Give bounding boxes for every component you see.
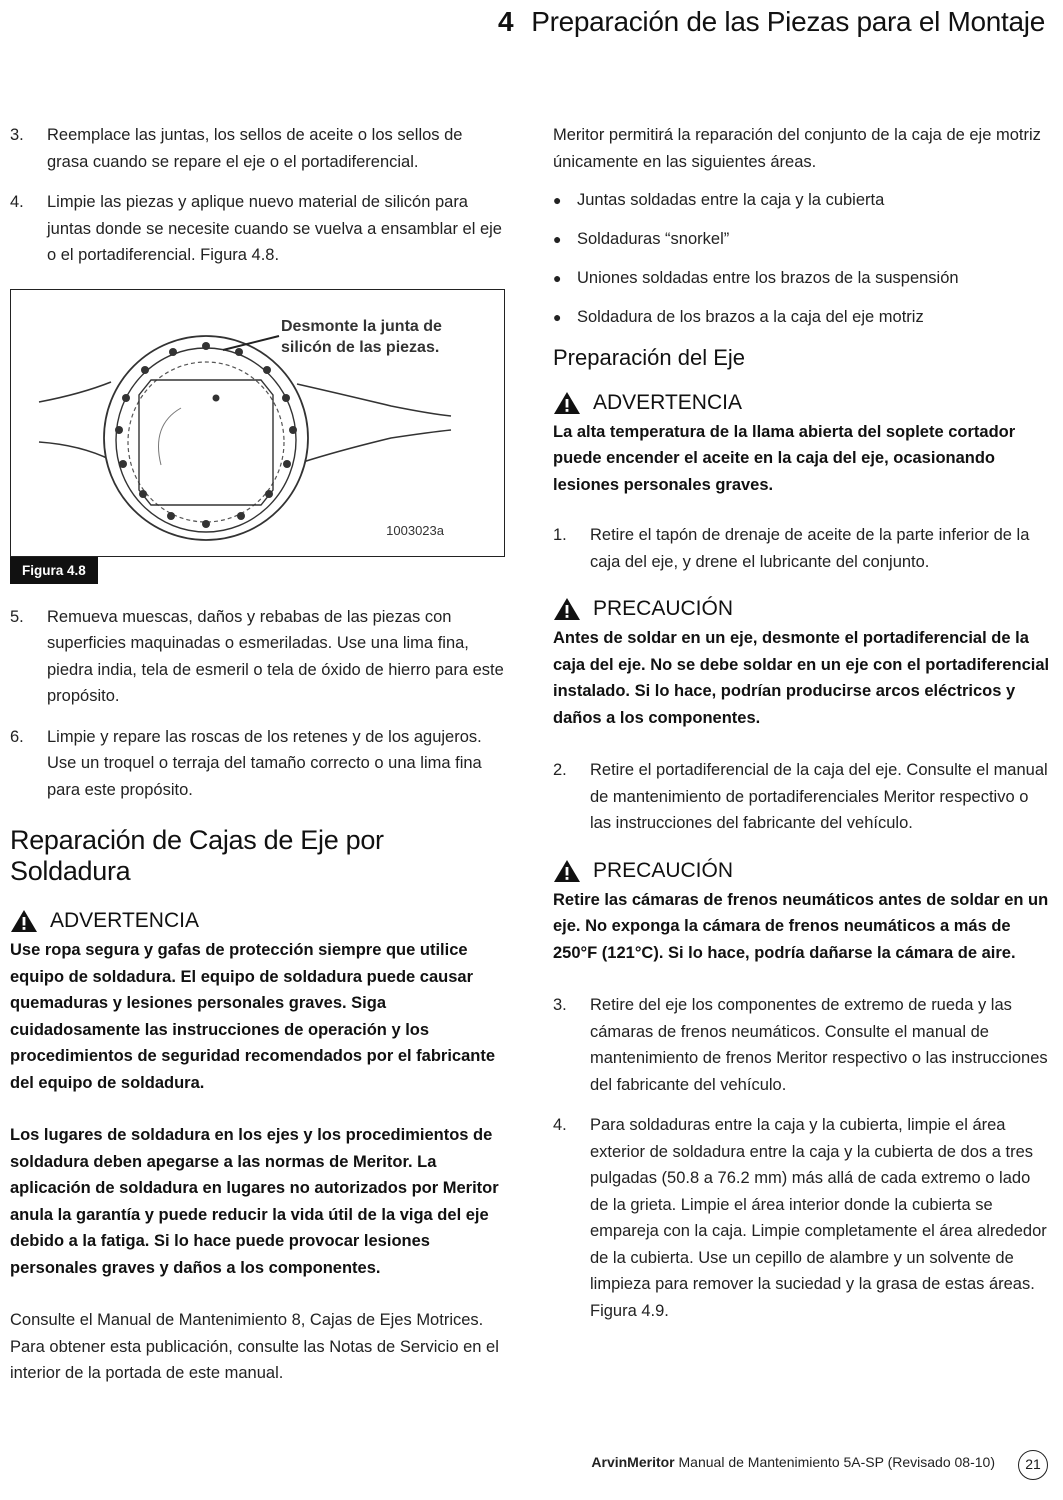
list-item bbox=[10, 122, 505, 175]
item-number: 4. bbox=[553, 1116, 567, 1134]
warning-title: ADVERTENCIA bbox=[50, 909, 199, 932]
list-item bbox=[553, 757, 1053, 837]
warning-heading bbox=[10, 909, 505, 933]
list-item bbox=[553, 1112, 1053, 1324]
warning-body: Use ropa segura y gafas de protección siempre que utilice equipo de soldadura. El equipo de soldadura puede causar quemaduras y lesiones personales graves. Siga cuidadosamente las instrucciones de operación y los procedimientos de seguridad recomendados por el fabricante del equipo de soldadura. bbox=[10, 941, 496, 1092]
warning-body: La alta temperatura de la llama abierta del soplete cortador puede encender el aceite en la caja del eje, ocasionando lesiones personales graves. bbox=[553, 422, 1016, 494]
section-title: Reparación de Cajas de Eje por Soldadura bbox=[10, 825, 384, 886]
item-text: Retire del eje los componentes de extremo de rueda y las cámaras de frenos neumáticos. Consulte el manual de mantenimiento de frenos Meritor respectivo o las instrucciones del fabricante del vehículo. bbox=[590, 996, 1048, 1094]
chapter-number: 4 bbox=[497, 6, 514, 37]
list-item bbox=[553, 522, 1053, 575]
warning-heading bbox=[553, 391, 1053, 415]
bullet-list bbox=[553, 187, 1053, 331]
bullet-icon: ● bbox=[553, 231, 562, 247]
page-number: 21 bbox=[1018, 1450, 1048, 1480]
caution-heading bbox=[553, 859, 1053, 883]
item-number: 6. bbox=[10, 727, 24, 746]
bullet-text: Uniones soldadas entre los brazos de la suspensión bbox=[577, 269, 959, 287]
item-text: Reemplace las juntas, los sellos de aceite o los sellos de grasa cuando se repare el eje o el portadiferencial. bbox=[47, 126, 463, 171]
warning-triangle-icon bbox=[553, 597, 581, 621]
list-item bbox=[10, 189, 505, 269]
bullet-text: Soldadura de los brazos a la caja del eje motriz bbox=[577, 308, 924, 326]
right-column bbox=[553, 122, 1053, 1338]
intro-paragraph: Meritor permitirá la reparación del conjunto de la caja de eje motriz únicamente en las siguientes áreas. bbox=[553, 126, 1041, 171]
item-text: Retire el tapón de drenaje de aceite de la parte inferior de la caja del eje, y drene el lubricante del conjunto. bbox=[590, 526, 1030, 571]
warning-title: ADVERTENCIA bbox=[593, 390, 742, 414]
bullet-text: Juntas soldadas entre la caja y la cubierta bbox=[577, 191, 885, 209]
item-text: Limpie las piezas y aplique nuevo material de silicón para juntas donde se necesite cuando se vuelva a ensamblar el eje o el portadiferencial. Figura 4.8. bbox=[47, 193, 502, 264]
figure-code: 1003023a bbox=[386, 522, 444, 538]
item-number: 2. bbox=[553, 761, 567, 779]
bullet-item bbox=[553, 226, 1053, 253]
bullet-text: Soldaduras “snorkel” bbox=[577, 230, 730, 248]
figure-callout: Desmonte la junta de silicón de las piezas. bbox=[281, 317, 442, 356]
chapter-header bbox=[498, 6, 1045, 38]
list-item bbox=[553, 992, 1053, 1098]
bullet-icon: ● bbox=[553, 270, 562, 286]
caution-body: Retire las cámaras de frenos neumáticos antes de soldar en un eje. No exponga la cámara de frenos neumáticos a más de 250°F (121°C). Si lo hace, podría dañarse la cámara de aire. bbox=[553, 890, 1049, 962]
item-number: 1. bbox=[553, 526, 567, 544]
reference-paragraph: Consulte el Manual de Mantenimiento 8, Cajas de Ejes Motrices. Para obtener esta publicación, consulte las Notas de Servicio en el interior de la portada de este manual. bbox=[10, 1311, 499, 1382]
list-item bbox=[10, 724, 505, 804]
caution-title: PRECAUCIÓN bbox=[593, 597, 734, 620]
item-text: Limpie y repare las roscas de los retenes y de los agujeros. Use un troquel o terraja del tamaño correcto o una lima fina para este propósito. bbox=[47, 727, 482, 799]
warning-triangle-icon bbox=[10, 909, 38, 933]
item-number: 3. bbox=[553, 996, 567, 1014]
bullet-item bbox=[553, 265, 1053, 292]
bullet-icon: ● bbox=[553, 309, 562, 325]
subsection-title: Preparación del Eje bbox=[553, 344, 746, 370]
page-footer bbox=[591, 1454, 995, 1470]
footer-text: Manual de Mantenimiento 5A-SP (Revisado 08-10) bbox=[678, 1454, 995, 1470]
bullet-item bbox=[553, 187, 1053, 214]
caution-title: PRECAUCIÓN bbox=[593, 858, 734, 882]
warning-body-2: Los lugares de soldadura en los ejes y los procedimientos de soldadura deben apegarse a las normas de Meritor. La aplicación de soldadura en lugares no autorizados por Meritor anula la garantía y puede reducir la vida útil de la viga del eje debido a la fatiga. Si lo hace puede provocar lesiones personales graves y daños a los componentes. bbox=[10, 1126, 499, 1277]
caution-body: Antes de soldar en un eje, desmonte el portadiferencial de la caja del eje. No se debe soldar en un eje con el portadiferencial instalado. Si lo hace, podrían producirse arcos eléctricos y daños a los componentes. bbox=[553, 629, 1050, 727]
warning-triangle-icon bbox=[553, 859, 581, 883]
list-item bbox=[10, 604, 505, 710]
warning-triangle-icon bbox=[553, 391, 581, 415]
item-number: 4. bbox=[10, 193, 24, 211]
bullet-item bbox=[553, 304, 1053, 331]
item-number: 3. bbox=[10, 126, 24, 144]
figure-label: Figura 4.8 bbox=[10, 557, 98, 584]
left-column bbox=[10, 122, 505, 1387]
item-text: Remueva muescas, daños y rebabas de las piezas con superficies maquinadas o esmeriladas. Use una lima fina, piedra india, tela de esmeril o tela de óxido de hierro para este propósito. bbox=[47, 607, 504, 705]
caution-heading bbox=[553, 597, 1053, 621]
item-text: Para soldaduras entre la caja y la cubierta, limpie el área exterior de soldadura entre la caja y la cubierta de dos a tres pulgadas (50.8 a 76.2 mm) más allá de cada extremo o lado de la grieta. Limpie el área interior donde la cubierta se empareja con la caja. Limpie completamente el área alrededor de la cubierta. Use un cepillo de alambre y un solvente de limpieza para remover la suciedad y la grasa de estas áreas. Figura 4.9. bbox=[590, 1116, 1047, 1320]
footer-brand: ArvinMeritor bbox=[591, 1454, 675, 1470]
item-text: Retire el portadiferencial de la caja del eje. Consulte el manual de mantenimiento de portadiferenciales Meritor respectivo o las instrucciones del fabricante del vehículo. bbox=[590, 761, 1048, 832]
figure-4-8 bbox=[10, 289, 505, 557]
bullet-icon: ● bbox=[553, 192, 562, 208]
chapter-title: Preparación de las Piezas para el Montaje bbox=[531, 6, 1045, 37]
item-number: 5. bbox=[10, 607, 24, 626]
